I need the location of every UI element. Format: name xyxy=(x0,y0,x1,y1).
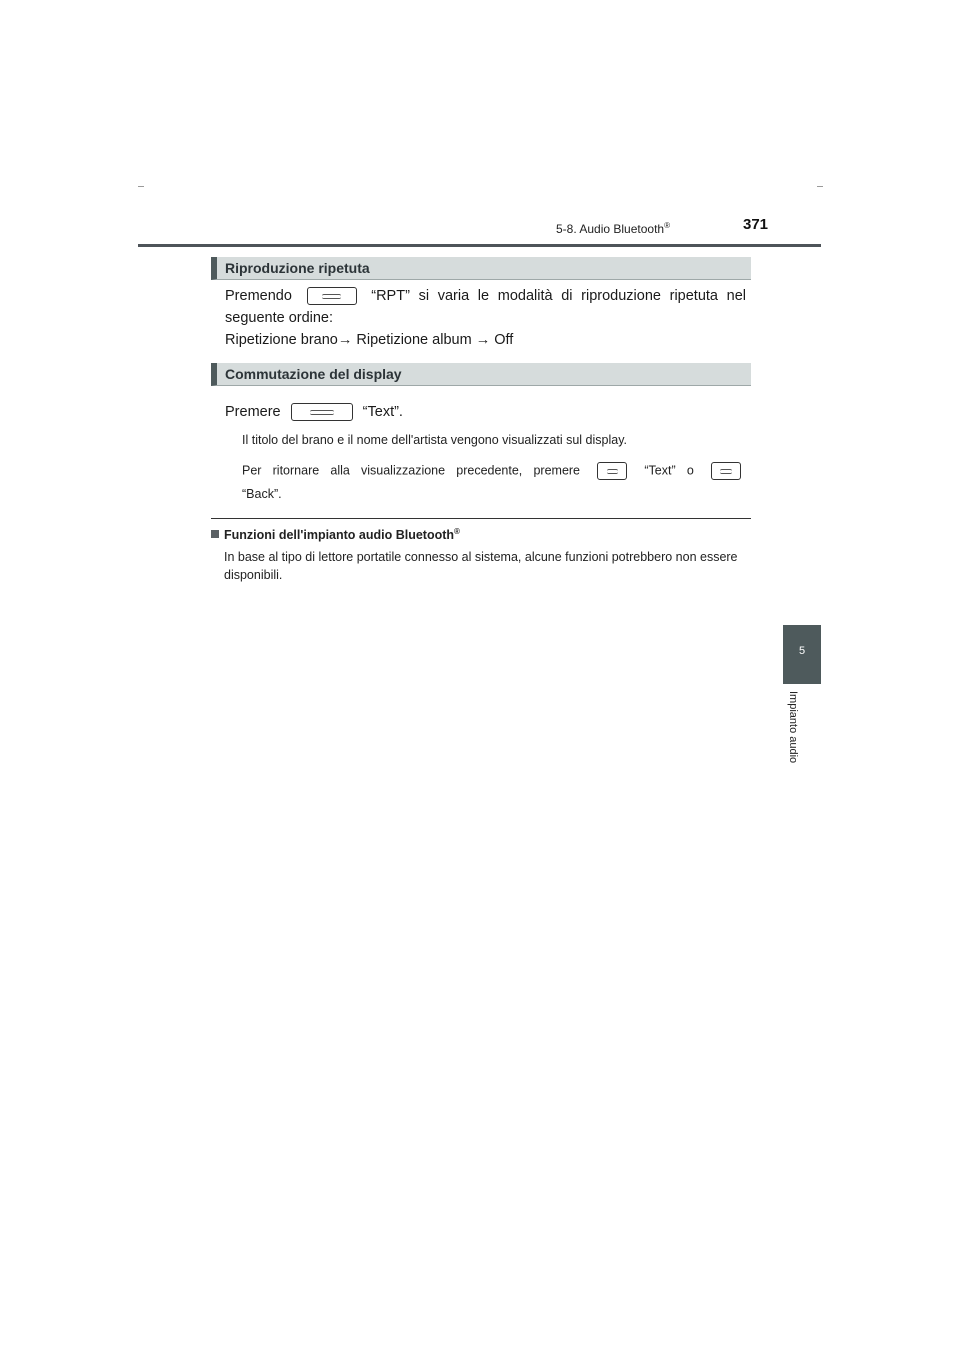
crop-mark xyxy=(817,186,823,187)
repeat-instruction-line2: seguente ordine: xyxy=(225,310,334,326)
arrow-icon: → xyxy=(337,332,353,348)
display-note-1: Il titolo del brano e il nome dell'artista vengono visualizzati sul display. xyxy=(242,433,627,447)
display-note-2 xyxy=(242,462,747,480)
note-title-text: Funzioni dell'impianto audio Bluetooth xyxy=(224,528,455,543)
sequence-step: Ripetizione album xyxy=(356,332,472,348)
repeat-sequence xyxy=(225,330,746,352)
arrow-icon: → xyxy=(475,332,491,348)
note-title xyxy=(211,527,460,542)
text-fragment: “RPT” si varia le modalità di riproduzione ripetuta nel xyxy=(371,288,747,304)
display-note-2-end: “Back”. xyxy=(242,487,282,501)
text-fragment: “Text” o xyxy=(644,463,694,478)
page-number: 371 xyxy=(743,216,769,233)
chapter-label: Impianto audio xyxy=(787,691,799,764)
text-fragment: “Text”. xyxy=(362,404,403,420)
note-body: In base al tipo di lettore portatile connesso al sistema, alcune funzioni potrebbero non essere disponibili. xyxy=(224,550,738,582)
button-icon xyxy=(307,287,357,305)
registered-mark: ® xyxy=(664,221,670,230)
button-icon xyxy=(711,462,741,480)
header-rule xyxy=(138,244,821,247)
chapter-tab: 5 xyxy=(783,625,821,684)
text-fragment: Premere xyxy=(225,404,281,420)
running-header xyxy=(556,221,670,236)
display-instruction-line xyxy=(225,402,746,424)
text-fragment: Per ritornare alla visualizzazione precedente, premere xyxy=(242,463,581,478)
section-name: 5-8. Audio Bluetooth xyxy=(556,222,665,236)
text-fragment: Premendo xyxy=(225,288,292,304)
square-bullet-icon xyxy=(211,530,219,538)
sequence-step: Ripetizione brano xyxy=(225,332,338,348)
section-divider xyxy=(211,518,751,519)
section-title-display: Commutazione del display xyxy=(211,363,751,386)
registered-mark: ® xyxy=(454,527,460,536)
repeat-instruction-line xyxy=(225,286,746,308)
sequence-step: Off xyxy=(494,332,514,348)
section-title-repeat: Riproduzione ripetuta xyxy=(211,257,751,280)
crop-mark xyxy=(138,186,144,187)
button-icon xyxy=(291,403,353,421)
button-icon xyxy=(597,462,627,480)
